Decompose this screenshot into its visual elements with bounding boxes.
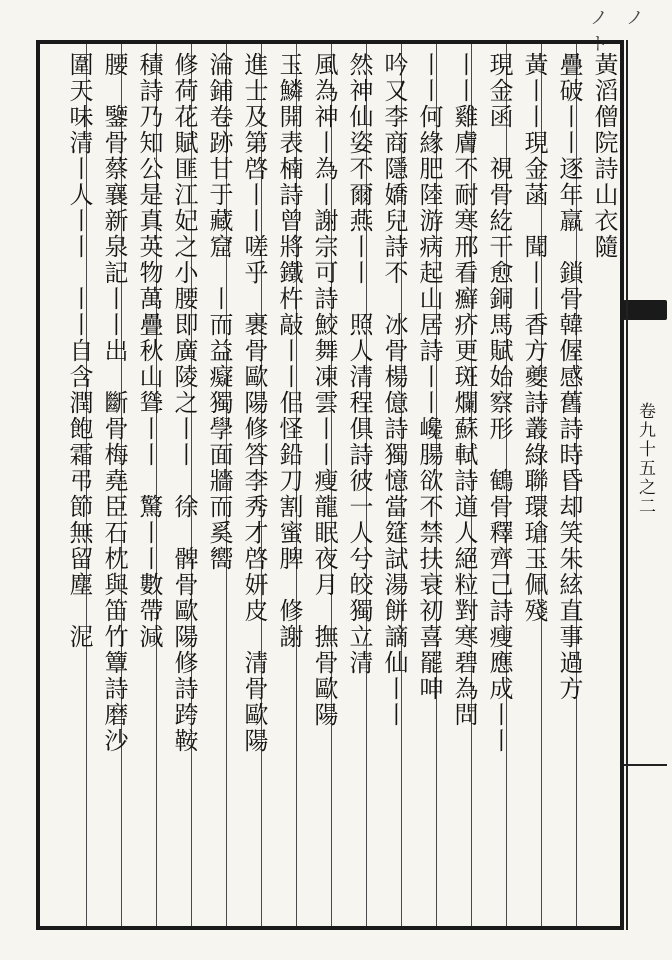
text-column: 圍天味清丨人丨丨 丨丨自含潤飽霜弔節無留塵 泥 (65, 52, 93, 650)
text-column: 疊破丨丨逐年羸 鎖骨韓偓感舊詩時昏却笑朱絃直事過方 (555, 52, 583, 702)
text-column: 現金函 視骨紇干愈銅馬賦始察形 鶴骨釋齊己詩瘦應成丨丨 (485, 52, 513, 754)
volume-label: 卷九十五之二 (635, 402, 655, 516)
text-column: 然神仙姿不爾燕丨丨 照人清程俱詩彼一人兮皎獨立清 (345, 52, 373, 676)
text-column: 修荷花賦匪江妃之小腰即廣陵之丨丨 徐 髀骨歐陽修詩跨鞍 (170, 52, 198, 754)
top-mark: ノ ノ ト (590, 8, 662, 55)
text-column: 積詩乃知公是真英物萬疊秋山聳丨丨 驚丨丨數帶減 (135, 52, 163, 650)
text-column: 吟又李商隱嬌兒詩不 冰骨楊億詩獨憶當筵試湯餅謫仙丨丨 (380, 52, 408, 728)
text-column: 丨丨何緣肥陸游病起山居詩丨丨巉腸欲不禁扶衰初喜罷呻 (415, 52, 443, 702)
text-column: 腰 鑒骨蔡襄新泉記丨丨出 斷骨梅堯臣石枕與笛竹簟詩磨沙 (100, 52, 128, 754)
text-column: 進士及第啓丨丨嗟乎 裹骨歐陽修答李秀才啓妍皮 清骨歐陽 (240, 52, 268, 754)
text-column: 風為神丨為丨謝宗可詩鮫舞凍雲丨丨瘦龍眠夜月 撫骨歐陽 (310, 52, 338, 728)
text-column: 玉鱗開表楠詩曾將鐵杵敲丨丨佀怪鉛刀割蜜脾 修謝 (275, 52, 303, 650)
text-column: 黃丨丨現金菡 聞丨丨香方夔詩叢綠聯環瑲玉佩殘 (520, 52, 548, 624)
text-column: 黃滔僧院詩山衣隨 (590, 52, 618, 260)
text-column: 丨丨雞膚不耐寒邢看癬疥更斑爛蘇軾詩道人絕粒對寒碧為問 (450, 52, 478, 728)
text-column: 淪鋪卷跡甘于藏窟 丨而益癡獨學面牆而奚嚮 (205, 52, 233, 572)
